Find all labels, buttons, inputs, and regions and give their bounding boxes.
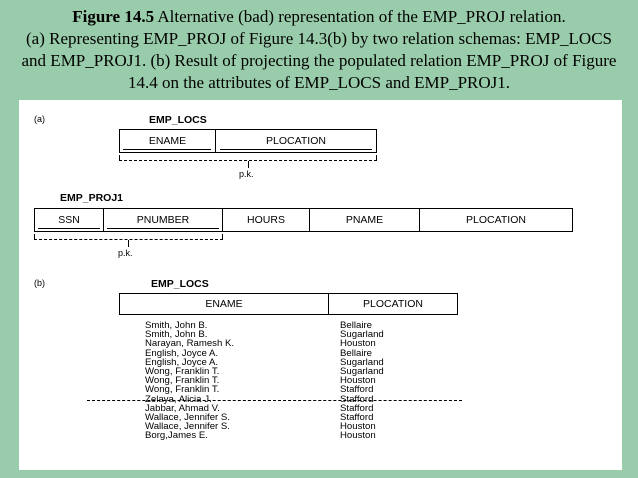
emp-proj1-pk-label: p.k. xyxy=(118,248,133,258)
plocation-cell: Sugarland xyxy=(340,329,384,341)
emp-locs-header-ename xyxy=(119,293,329,315)
plocation-cell: Bellaire xyxy=(340,320,372,331)
part-a-label: (a) xyxy=(34,114,45,124)
emp-proj1-pk-pointer xyxy=(128,240,129,247)
emp-locs-pk-pointer xyxy=(248,161,249,168)
plocation-cell: Houston xyxy=(340,421,376,433)
ssn-key-underline xyxy=(38,228,100,229)
plocation-cell: Houston xyxy=(340,430,376,442)
emp-proj1-col-hours-label: HOURS xyxy=(247,214,285,226)
figure-label: Figure 14.5 xyxy=(72,7,155,26)
plocation-cell: Sugarland xyxy=(340,366,384,378)
plocation-cell: Stafford xyxy=(340,402,374,414)
plocation-cell: Houston xyxy=(340,338,376,350)
emp-proj1-col-hours xyxy=(222,208,310,232)
caption-line-1 xyxy=(4,6,634,28)
ename-cell: Narayan, Ramesh K. xyxy=(145,338,235,350)
ename-cell: Wong, Franklin T. xyxy=(145,384,220,396)
emp-proj1-col-pname xyxy=(309,208,420,232)
ename-key-underline xyxy=(123,149,211,150)
ename-cell: Jabbar, Ahmad V. xyxy=(145,402,220,414)
ename-cell: Wong, Franklin T. xyxy=(145,375,220,387)
figure-caption xyxy=(4,6,634,94)
emp-locs-schema-name: EMP_LOCS xyxy=(149,114,207,126)
ename-cell: Borg,James E. xyxy=(145,430,208,442)
ename-cell: Zelaya, Alicia J. xyxy=(145,393,212,405)
figure-panel xyxy=(19,100,622,470)
ename-cell: Wallace, Jennifer S. xyxy=(145,421,230,433)
plocation-cell: Bellaire xyxy=(340,347,372,359)
tuple-separator-dashed-line xyxy=(87,400,462,401)
plocation-cell: Stafford xyxy=(340,412,374,424)
emp-proj1-col-pname-label: PNAME xyxy=(345,214,384,226)
ename-cell: Wong, Franklin T. xyxy=(145,366,220,378)
emp-locs-col-ename-label: ENAME xyxy=(148,135,187,147)
emp-proj1-col-plocation xyxy=(419,208,573,232)
caption-title: Alternative (bad) representation of the EMP_PROJ relation. xyxy=(154,7,566,26)
ename-cell: Wallace, Jennifer S. xyxy=(145,412,230,424)
ename-cell: English, Joyce A. xyxy=(145,347,219,359)
emp-locs-header-plocation-label: PLOCATION xyxy=(363,298,423,310)
ename-cell: Smith, John B. xyxy=(145,320,208,331)
ename-values xyxy=(145,321,234,441)
plocation-cell: Stafford xyxy=(340,393,374,405)
emp-proj1-schema-name: EMP_PROJ1 xyxy=(60,192,124,204)
emp-locs-table-name: EMP_LOCS xyxy=(151,278,209,290)
caption-line-3: and EMP_PROJ1. (b) Result of projecting the populated relation EMP_PROJ of Figure xyxy=(21,51,617,70)
part-b-label: (b) xyxy=(34,278,45,288)
emp-locs-col-plocation-label: PLOCATION xyxy=(266,135,326,147)
pnumber-key-underline xyxy=(107,228,219,229)
plocation-cell: Houston xyxy=(340,375,376,387)
emp-proj1-col-ssn-label: SSN xyxy=(58,214,80,226)
emp-proj1-col-plocation-label: PLOCATION xyxy=(466,214,526,226)
ename-cell: English, Joyce A. xyxy=(145,356,219,368)
plocation-cell: Stafford xyxy=(340,384,374,396)
emp-locs-header-plocation xyxy=(328,293,458,315)
emp-locs-pk-label: p.k. xyxy=(239,169,254,179)
ename-cell: Smith, John B. xyxy=(145,329,208,341)
caption-line-2: (a) Representing EMP_PROJ of Figure 14.3(b) by two relation schemas: EMP_LOCS xyxy=(26,29,612,48)
emp-locs-header-ename-label: ENAME xyxy=(205,298,243,310)
caption-line-4: 14.4 on the attributes of EMP_LOCS and EMP_PROJ1. xyxy=(127,73,511,92)
emp-proj1-col-pnumber-label: PNUMBER xyxy=(136,214,190,226)
plocation-cell: Sugarland xyxy=(340,356,384,368)
plocation-key-underline xyxy=(220,149,372,150)
plocation-values xyxy=(340,321,384,441)
